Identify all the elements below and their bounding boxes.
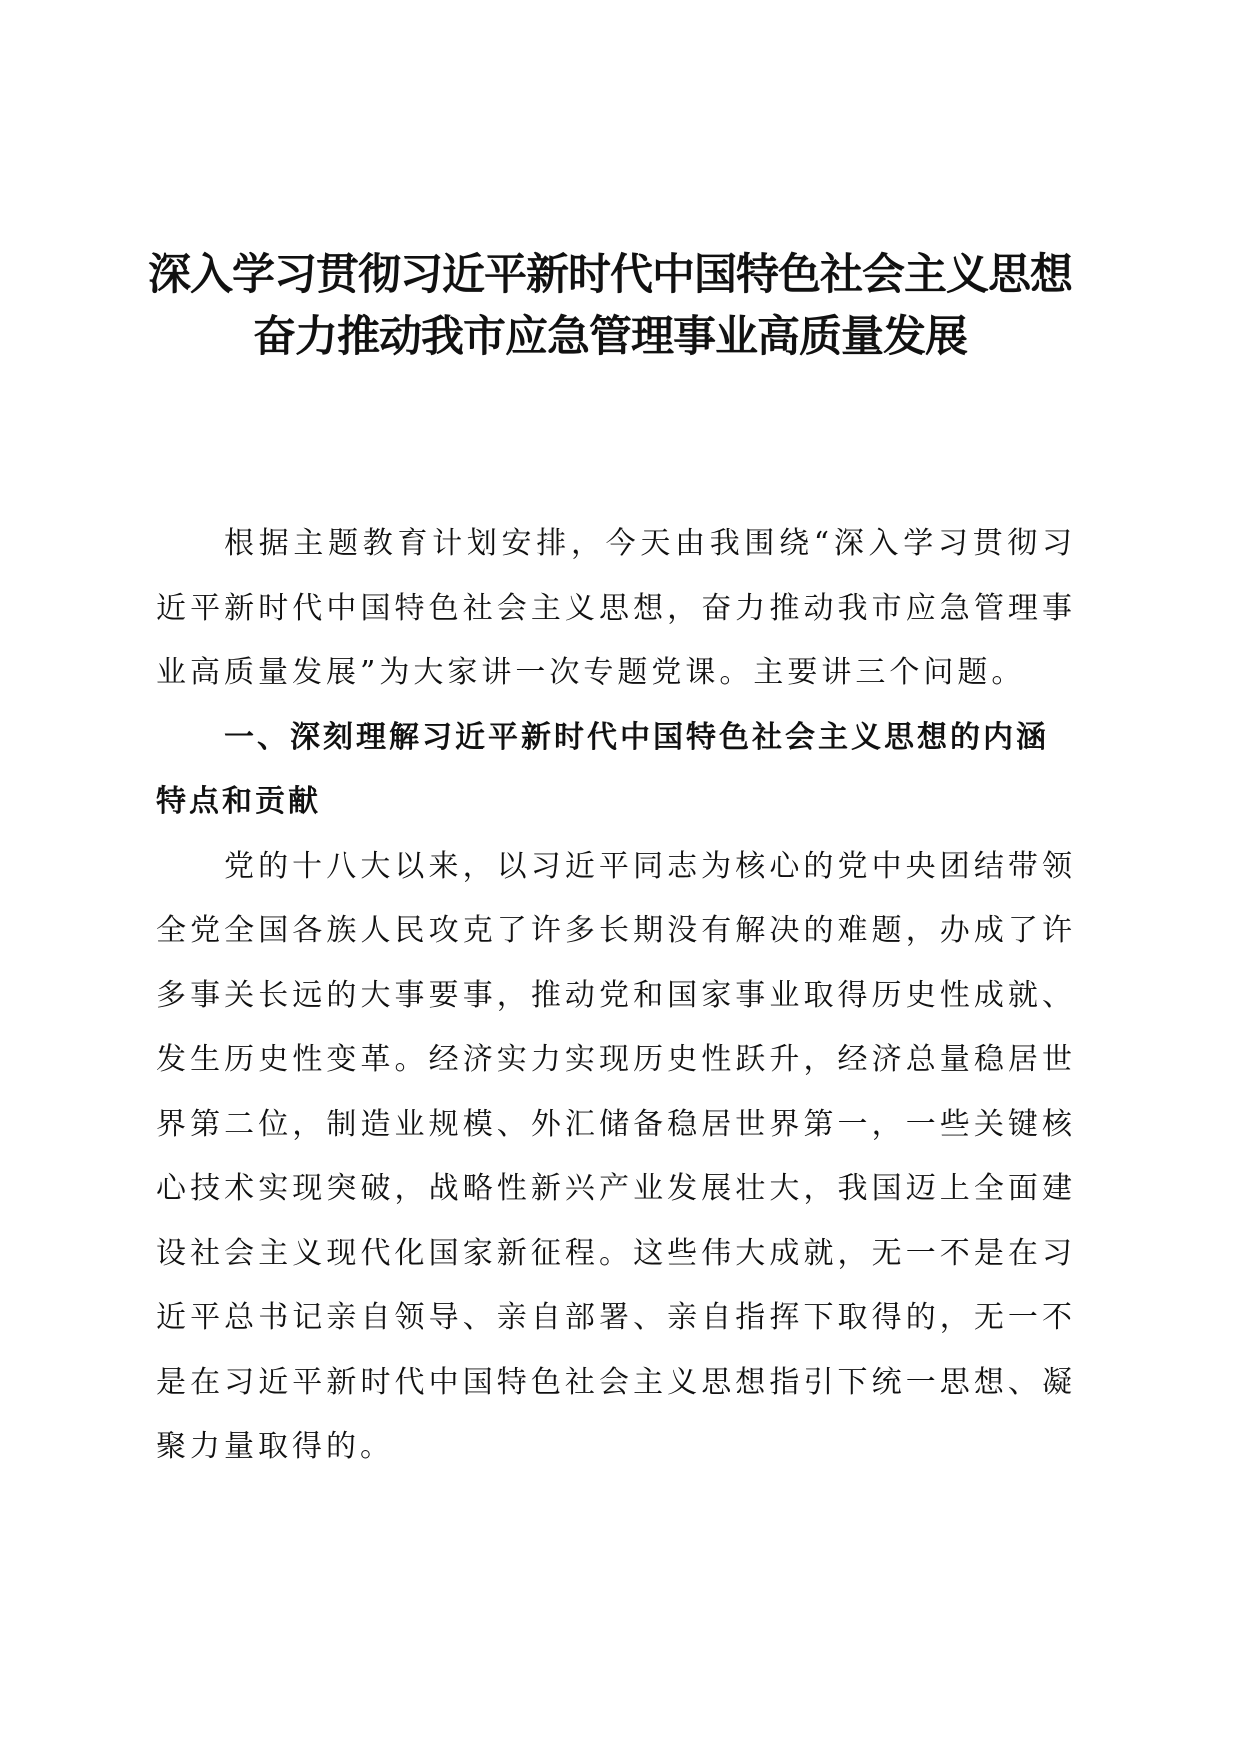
document-title bbox=[140, 244, 1080, 368]
intro-paragraph: 根据主题教育计划安排，今天由我围绕“深入学习贯彻习近平新时代中国特色社会主义思想，奋力推动我市应急管理事业高质量发展”为大家讲一次专题党课。主要讲三个问题。 bbox=[156, 526, 1076, 690]
document-body bbox=[156, 512, 1076, 1480]
section-1-paragraph: 党的十八大以来，以习近平同志为核心的党中央团结带领全党全国各族人民攻克了许多长期没有解决的难题，办成了许多事关长远的大事要事，推动党和国家事业取得历史性成就、发生历史性变革。经济实力实现历史性跃升，经济总量稳居世界第二位，制造业规模、外汇储备稳居世界第一，一些关键核心技术实现突破，战略性新兴产业发展壮大，我国迈上全面建设社会主义现代化国家新征程。这些伟大成就，无一不是在习近平总书记亲自领导、亲自部署、亲自指挥下取得的，无一不是在习近平新时代中国特色社会主义思想指引下统一思想、凝聚力量取得的。 bbox=[156, 848, 1076, 1464]
section-1-heading: 一、深刻理解习近平新时代中国特色社会主义思想的内涵特点和贡献 bbox=[156, 719, 1049, 819]
title-line-1: 深入学习贯彻习近平新时代中国特色社会主义思想 bbox=[148, 250, 1072, 300]
title-line-2: 奋力推动我市应急管理事业高质量发展 bbox=[253, 312, 967, 362]
